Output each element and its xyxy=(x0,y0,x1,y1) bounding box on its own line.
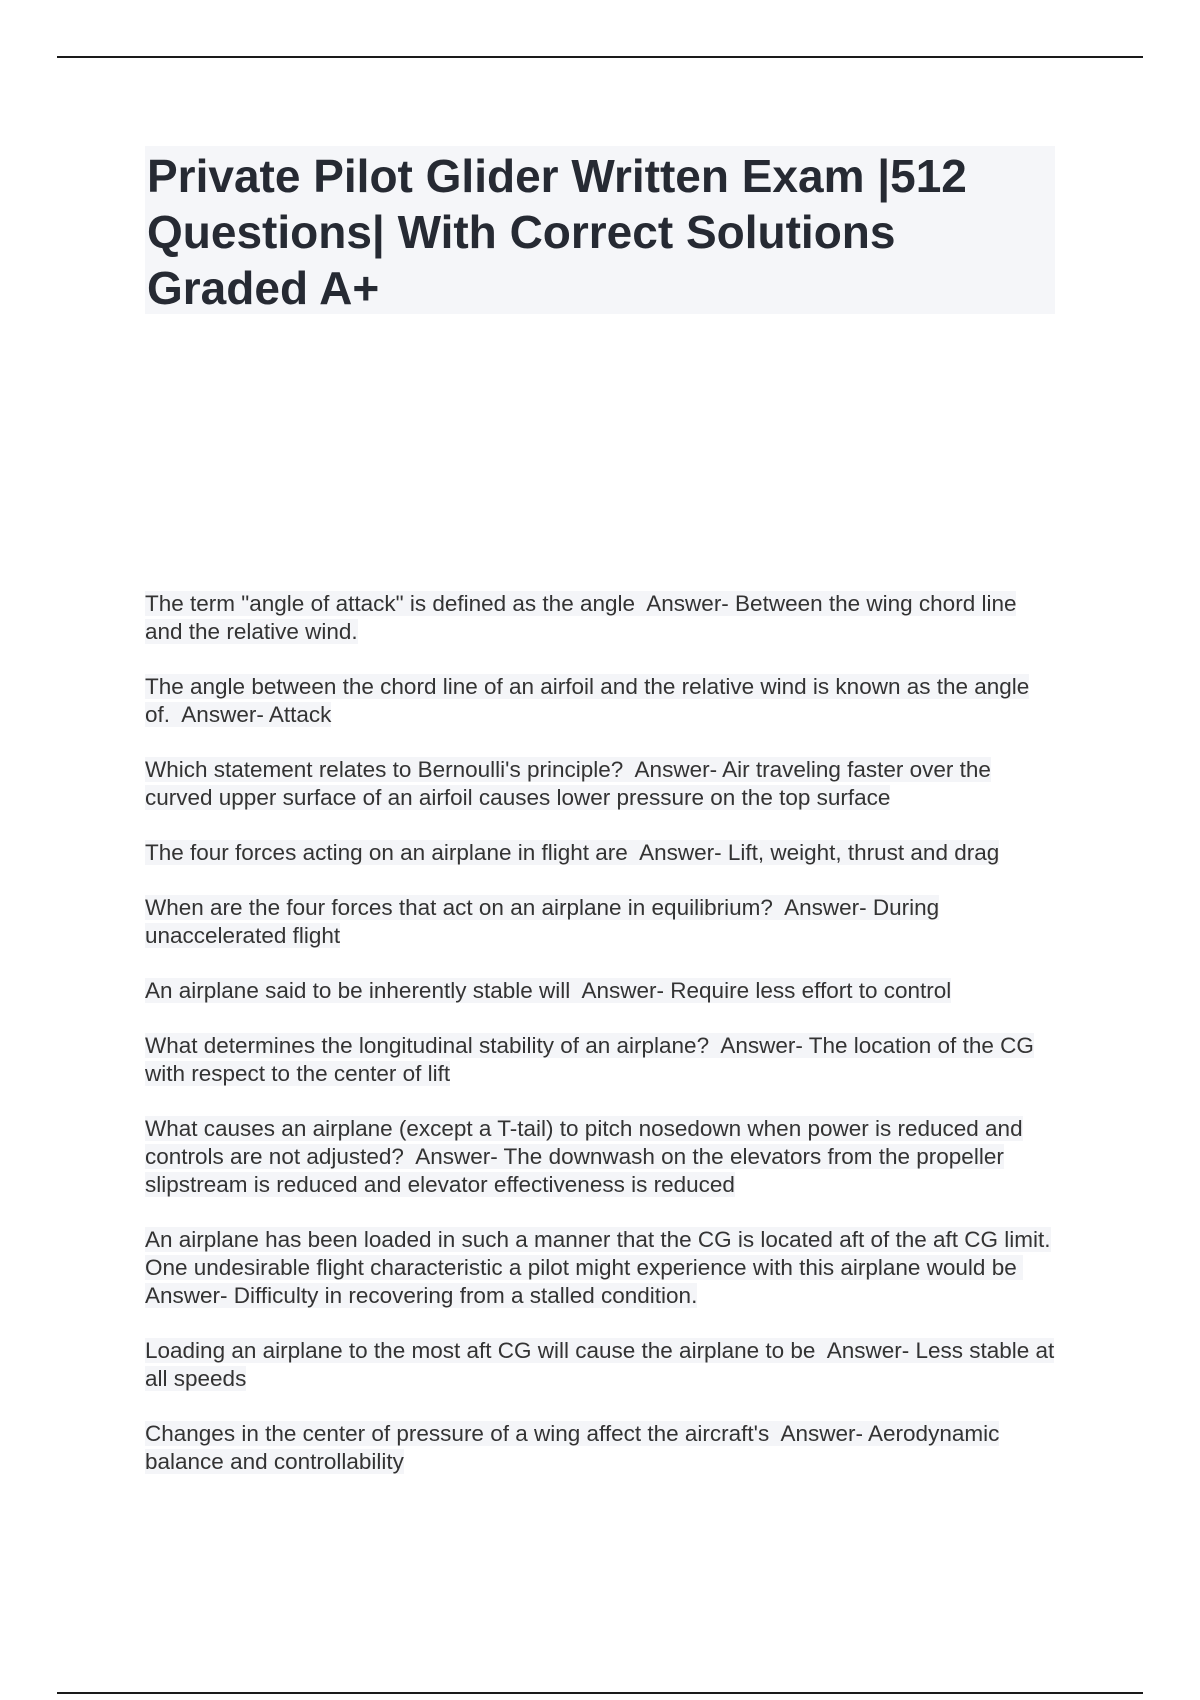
answer-text: Answer- Lift, weight, thrust and drag xyxy=(639,840,1000,865)
title-block xyxy=(145,146,1055,314)
qa-item xyxy=(145,1032,1055,1088)
answer-text: Answer- Require less effort to control xyxy=(581,978,952,1003)
top-rule xyxy=(57,56,1143,58)
question-text: The four forces acting on an airplane in flight are xyxy=(145,840,628,865)
answer-text: Answer- Attack xyxy=(181,702,332,727)
document-title: Private Pilot Glider Written Exam |512 Questions| With Correct Solutions Graded A+ xyxy=(147,150,967,314)
qa-item xyxy=(145,1420,1055,1476)
question-text: When are the four forces that act on an airplane in equilibrium? xyxy=(145,895,773,920)
question-text: What causes an airplane (except a T-tail) to pitch nosedown when power is reduced and controls are not adjusted? xyxy=(145,1116,1023,1169)
qa-item xyxy=(145,977,1055,1005)
qa-item xyxy=(145,756,1055,812)
qa-item xyxy=(145,1337,1055,1393)
answer-text: Answer- Aerodynamic balance and controllability xyxy=(145,1421,1000,1474)
question-text: Which statement relates to Bernoulli's principle? xyxy=(145,757,624,782)
question-text: Loading an airplane to the most aft CG will cause the airplane to be xyxy=(145,1338,816,1363)
question-text: The term "angle of attack" is defined as the angle xyxy=(145,591,636,616)
qa-list xyxy=(145,590,1055,1503)
qa-item xyxy=(145,673,1055,729)
answer-text: Answer- Less stable at all speeds xyxy=(145,1338,1055,1391)
answer-text: Answer- Air traveling faster over the curved upper surface of an airfoil causes lower pressure on the top surface xyxy=(145,757,991,810)
question-text: Changes in the center of pressure of a wing affect the aircraft's xyxy=(145,1421,770,1446)
answer-text: Answer- Between the wing chord line and the relative wind. xyxy=(145,591,1017,644)
qa-item xyxy=(145,1226,1055,1310)
qa-item xyxy=(145,839,1055,867)
question-text: What determines the longitudinal stability of an airplane? xyxy=(145,1033,710,1058)
answer-text: Answer- Difficulty in recovering from a stalled condition. xyxy=(145,1283,698,1308)
question-text: The angle between the chord line of an airfoil and the relative wind is known as the angle of. xyxy=(145,674,1030,727)
bottom-rule xyxy=(57,1692,1143,1694)
qa-item xyxy=(145,590,1055,646)
question-text: An airplane said to be inherently stable will xyxy=(145,978,571,1003)
qa-item xyxy=(145,894,1055,950)
question-text: An airplane has been loaded in such a manner that the CG is located aft of the aft CG limit. One undesirable flight characteristic a pilot might experience with this airplane would be xyxy=(145,1227,1051,1280)
qa-item xyxy=(145,1115,1055,1199)
answer-text: Answer- The downwash on the elevators from the propeller slipstream is reduced and elevator effectiveness is reduced xyxy=(145,1144,1004,1197)
answer-text: Answer- The location of the CG with respect to the center of lift xyxy=(145,1033,1034,1086)
answer-text: Answer- During unaccelerated flight xyxy=(145,895,940,948)
